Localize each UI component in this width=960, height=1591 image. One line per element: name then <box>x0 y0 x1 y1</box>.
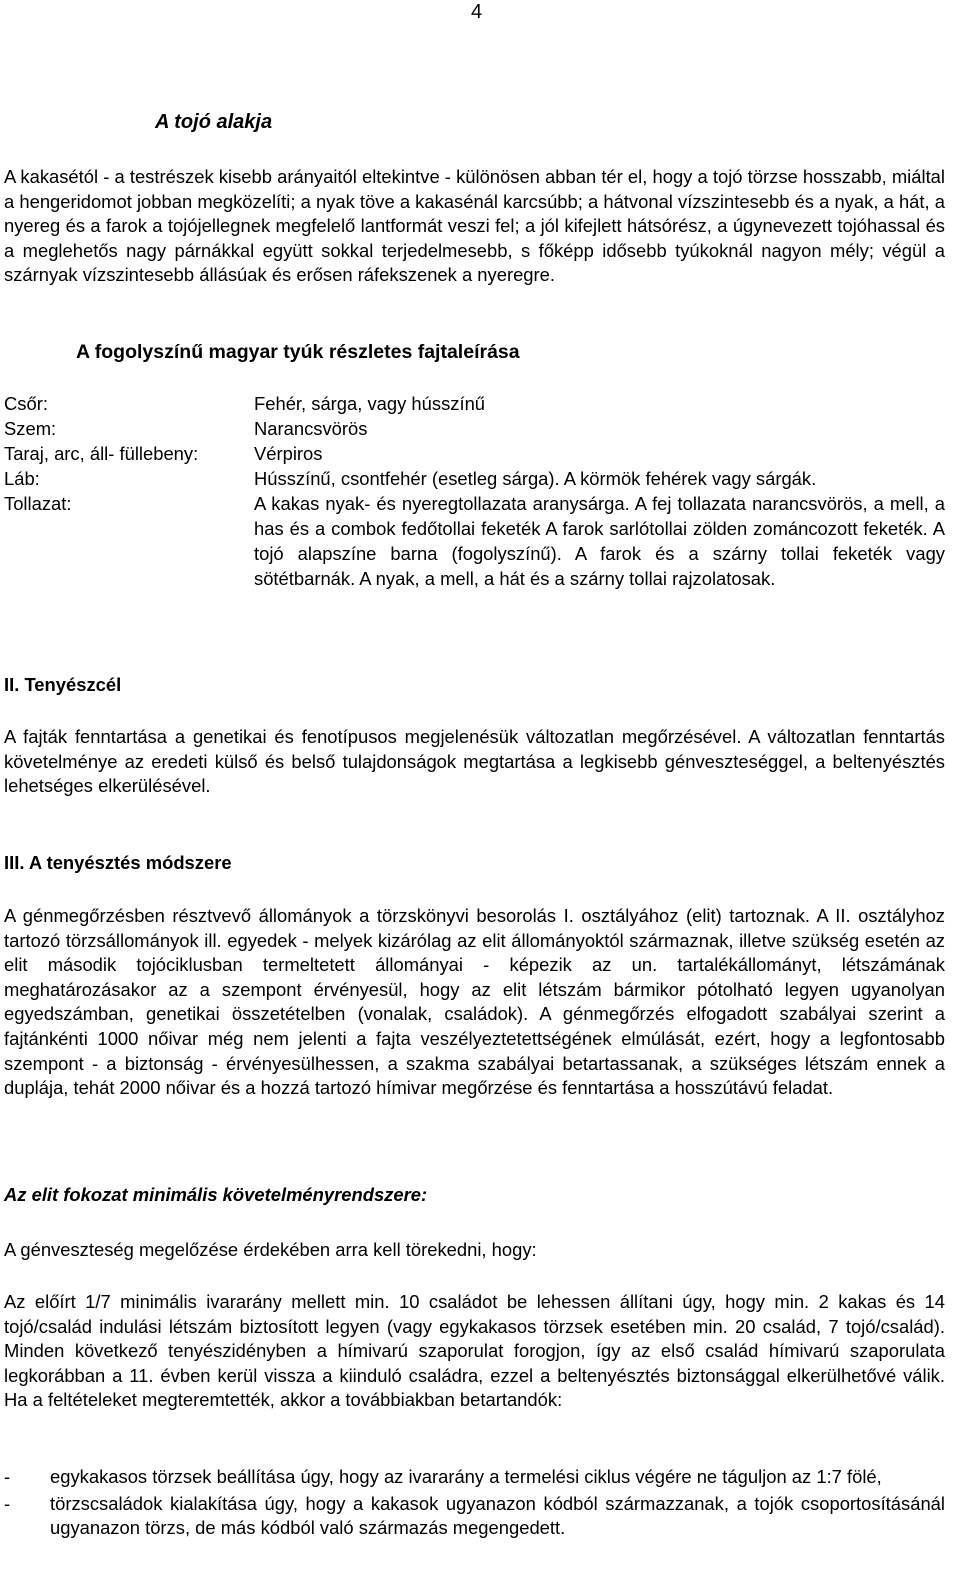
description-value: Narancsvörös <box>254 418 368 439</box>
page-number: 4 <box>471 1 483 23</box>
description-row-leg <box>4 466 945 491</box>
breed-description-title: A fogolyszínű magyar tyúk részletes fajtaleírása <box>76 341 520 363</box>
hen-shape-paragraph: A kakasétól - a testrészek kisebb arányaitól eltekintve - különösen abban tér el, hogy a tojó törzse hosszabb, miáltal a hengeridomot jobban megközelíti; a nyak töve a kakasénál karcsúbb; a hátvonal vízszintesebb és a nyak, a hát, a nyereg és a farok a tojójellegnek megfelelő lantformát veszi fel; a jól kifejlett hátsórész, a úgynevezett tojóhassal és a meglehetős nagy párnákkal együtt sokkal terjedelmesebb, s főképp idősebb tyúkoknál nagyon mély; végül a szárnyak vízszintesebb állásúak és erősen ráfekszenek a nyeregre. <box>4 166 945 286</box>
breed-description-list <box>4 391 945 591</box>
list-dash: - <box>4 1466 11 1487</box>
breeding-goal-paragraph: A fajták fenntartása a genetikai és fenotípusos megjelenésük változatlan megőrzésével. A változatlan fenntartás követelménye az eredeti külső és belső tulajdonságok megtartása a legkisebb génveszteséggel, a beltenyésztés lehetséges elkerülésével. <box>4 726 945 797</box>
description-label: Láb: <box>4 468 40 489</box>
description-row-eye <box>4 416 945 441</box>
description-label: Szem: <box>4 418 57 439</box>
description-label: Tollazat: <box>4 493 72 514</box>
elite-requirements-intro: A génveszteség megelőzése érdekében arra kell törekedni, hogy: <box>4 1239 537 1260</box>
list-dash: - <box>4 1492 11 1514</box>
breeding-goal-heading: II. Tenyészcél <box>4 674 122 695</box>
section-title-hen-shape: A tojó alakja <box>155 111 273 133</box>
description-row-comb <box>4 441 945 466</box>
list-item-text: törzscsaládok kialakítása úgy, hogy a kakasok ugyanazon kódból származzanak, a tojók csoportosításánál ugyanazon törzs, de más kódból való származás megengedett. <box>50 1492 945 1539</box>
description-row-plumage <box>4 491 945 591</box>
description-value: Fehér, sárga, vagy hússzínű <box>254 393 486 414</box>
description-value: Vérpiros <box>254 443 323 464</box>
list-item-text: egykakasos törzsek beállítása úgy, hogy az ivararány a termelési ciklus végére ne táguljon az 1:7 fölé, <box>50 1466 882 1487</box>
elite-requirements-heading: Az elit fokozat minimális követelményrendszere: <box>4 1184 428 1205</box>
list-item <box>4 1465 945 1490</box>
description-label: Taraj, arc, áll- füllebeny: <box>4 443 199 464</box>
breeding-method-paragraph: A génmegőrzésben résztvevő állományok a törzskönyvi besorolás I. osztályához (elit) tartoznak. A II. osztályhoz tartozó törzsállományok ill. egyedek - melyek kizárólag az elit állományoktól származnak, illetve szükség esetén az elit második tojóciklusban termeltetett állományai - képezik az un. tartalékállományt, létszámának meghatározásakor az a szempont érvényesül, hogy az elit létszám bármikor pótolható legyen ugyanolyan egyedszámban, genetikai összetételben (vonalak, családok). A génmegőrzés elfogadott szabályai szerint a fajtánkénti 1000 nőivar még nem jelenti a fajta veszélyeztetettségének elmúlását, ezért, hogy a legfontosabb szempont - a biztonság - érvényesülhessen, a szakma szabályai betartassanak, a szükséges létszám ennek a duplája, tehát 2000 nőivar és a hozzá tartozó hímivar megőrzése és fenntartása a hosszútávú feladat. <box>4 905 945 1099</box>
breeding-method-heading: III. A tenyésztés módszere <box>4 852 232 873</box>
description-value: A kakas nyak- és nyeregtollazata aranysárga. A fej tollazata narancsvörös, a mell, a has és a combok fedőtollai feketék A farok sarlótollai zölden zománcozott feketék. A tojó alapszíne barna (fogolyszínű). A farok és a szárny tollai feketék vagy sötétbarnák. A nyak, a mell, a hát és a szárny tollai rajzolatosak. <box>254 493 945 589</box>
list-item <box>4 1492 945 1541</box>
description-label: Csőr: <box>4 393 48 414</box>
description-row-beak <box>4 391 945 416</box>
description-value: Hússzínű, csontfehér (esetleg sárga). A körmök fehérek vagy sárgák. <box>254 468 817 489</box>
elite-requirements-paragraph: Az előírt 1/7 minimális ivararány mellett min. 10 családot be lehessen állítani úgy, hogy min. 2 kakas és 14 tojó/család indulási létszám biztosított legyen (vagy egykakasos törzsek esetében min. 20 család, 7 tojó/család). Minden következő tenyészidényben a hímivarú szaporulat forogjon, így az első család hímivarú szaporulata legkorábban a 11. évben kerül vissza a kiinduló családra, ezzel a beltenyésztés biztonsággal elkerülhetővé válik. Ha a feltételeket megteremtették, akkor a továbbiakban betartandók: <box>4 1291 945 1411</box>
requirements-list <box>4 1465 945 1543</box>
